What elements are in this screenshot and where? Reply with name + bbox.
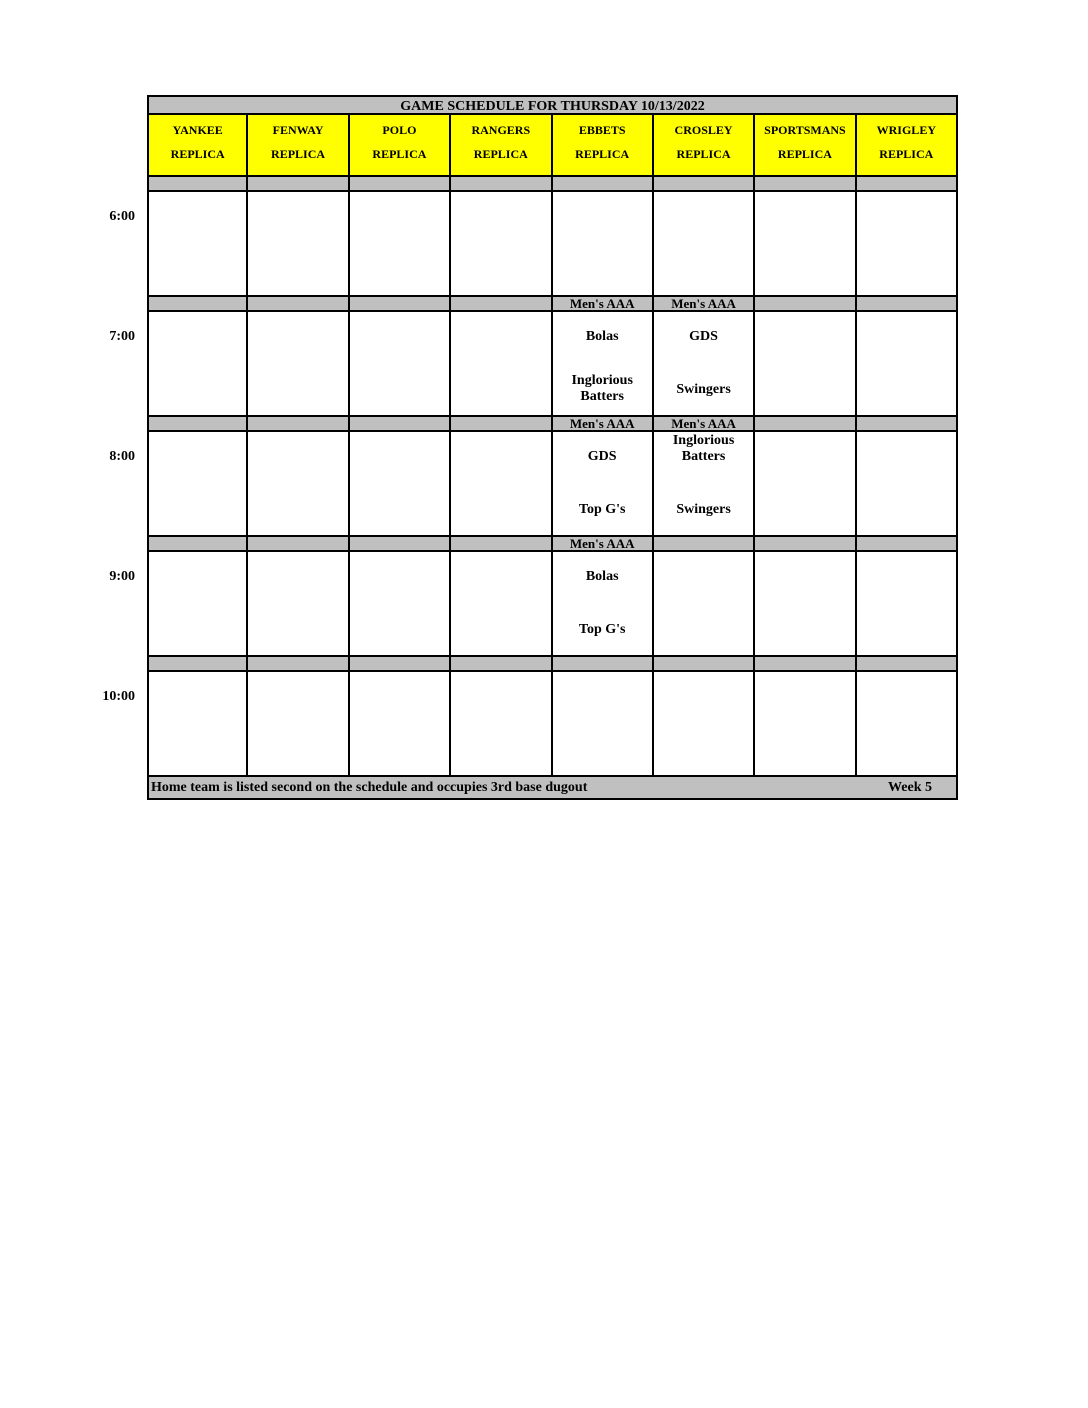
division-label	[451, 657, 552, 672]
field-subtitle: REPLICA	[879, 147, 934, 161]
game-cell	[654, 672, 755, 777]
home-team: Top G's	[578, 622, 626, 637]
field-name: RANGERS	[471, 123, 531, 137]
division-label	[654, 177, 755, 192]
field-name: FENWAY	[272, 123, 324, 137]
time-slot-row	[147, 552, 958, 657]
division-label	[147, 177, 248, 192]
field-name: EBBETS	[578, 123, 626, 137]
game-cell	[553, 312, 654, 417]
division-label	[755, 537, 856, 552]
division-label: Men's AAA	[553, 537, 654, 552]
division-row	[147, 297, 958, 312]
division-label	[755, 297, 856, 312]
game-cell	[147, 192, 248, 297]
division-label	[857, 657, 958, 672]
game-cell	[147, 672, 248, 777]
game-cell	[857, 192, 958, 297]
game-cell	[147, 312, 248, 417]
division-label	[350, 417, 451, 432]
game-cell	[553, 552, 654, 657]
game-cell	[553, 672, 654, 777]
game-cell	[350, 672, 451, 777]
field-header	[755, 115, 856, 177]
field-subtitle: REPLICA	[271, 147, 326, 161]
game-cell	[451, 312, 552, 417]
home-team: Swingers	[676, 382, 731, 397]
field-header	[857, 115, 958, 177]
game-cell	[350, 552, 451, 657]
away-team: Bolas	[585, 569, 619, 584]
game-cell	[654, 552, 755, 657]
division-label: Men's AAA	[654, 297, 755, 312]
field-subtitle: REPLICA	[676, 147, 731, 161]
away-team: GDS	[587, 449, 617, 464]
division-label	[755, 417, 856, 432]
field-header	[553, 115, 654, 177]
field-header-row	[147, 115, 958, 177]
game-cell	[553, 192, 654, 297]
time-label: 7:00	[109, 329, 135, 344]
field-name: YANKEE	[172, 123, 223, 137]
field-subtitle: REPLICA	[777, 147, 832, 161]
division-label	[350, 657, 451, 672]
field-header	[350, 115, 451, 177]
game-cell	[248, 432, 349, 537]
division-label	[248, 537, 349, 552]
division-label	[147, 657, 248, 672]
time-slot-row	[147, 672, 958, 777]
division-label	[654, 537, 755, 552]
schedule-title: GAME SCHEDULE FOR THURSDAY 10/13/2022	[147, 95, 958, 115]
division-label: Men's AAA	[553, 297, 654, 312]
division-label	[857, 297, 958, 312]
division-label	[451, 417, 552, 432]
game-cell	[654, 312, 755, 417]
week-label: Week 5	[888, 780, 932, 795]
division-label	[451, 537, 552, 552]
time-label: 6:00	[109, 209, 135, 224]
game-cell	[755, 312, 856, 417]
field-header	[248, 115, 349, 177]
division-label	[755, 177, 856, 192]
game-cell	[350, 312, 451, 417]
field-header	[451, 115, 552, 177]
away-team: GDS	[689, 329, 718, 344]
division-label	[350, 177, 451, 192]
field-subtitle: REPLICA	[170, 147, 225, 161]
division-row	[147, 417, 958, 432]
game-cell	[350, 192, 451, 297]
game-cell	[451, 192, 552, 297]
field-name: SPORTSMANS	[764, 123, 846, 137]
division-label	[248, 297, 349, 312]
away-team: Bolas	[585, 329, 619, 344]
game-cell	[654, 432, 755, 537]
time-slot-row	[147, 192, 958, 297]
game-cell	[451, 432, 552, 537]
division-row	[147, 657, 958, 672]
field-name: POLO	[382, 123, 417, 137]
game-cell	[857, 432, 958, 537]
division-label	[755, 657, 856, 672]
game-cell	[755, 672, 856, 777]
time-label: 9:00	[109, 569, 135, 584]
schedule-footer	[147, 777, 958, 800]
game-cell	[248, 192, 349, 297]
division-label	[857, 417, 958, 432]
game-cell	[451, 552, 552, 657]
away-team: Inglorious Batters	[672, 433, 735, 464]
field-name: CROSLEY	[674, 123, 733, 137]
field-subtitle: REPLICA	[473, 147, 528, 161]
game-cell	[755, 552, 856, 657]
time-label: 10:00	[102, 689, 135, 704]
schedule-sheet	[147, 95, 958, 800]
game-cell	[857, 552, 958, 657]
division-label	[350, 297, 451, 312]
division-label	[248, 177, 349, 192]
home-team: Top G's	[578, 502, 626, 517]
division-label	[147, 537, 248, 552]
game-cell	[755, 432, 856, 537]
game-cell	[350, 432, 451, 537]
time-slot-row	[147, 432, 958, 537]
game-cell	[857, 312, 958, 417]
division-label	[857, 177, 958, 192]
division-label	[147, 297, 248, 312]
division-row	[147, 177, 958, 192]
game-cell	[147, 432, 248, 537]
time-slot-row	[147, 312, 958, 417]
division-label	[248, 417, 349, 432]
field-name: WRIGLEY	[876, 123, 936, 137]
game-cell	[857, 672, 958, 777]
division-label	[553, 657, 654, 672]
division-label	[857, 537, 958, 552]
division-label	[451, 297, 552, 312]
game-cell	[654, 192, 755, 297]
field-header	[654, 115, 755, 177]
game-cell	[248, 672, 349, 777]
division-label	[553, 177, 654, 192]
game-cell	[451, 672, 552, 777]
game-cell	[755, 192, 856, 297]
division-label	[451, 177, 552, 192]
footer-note: Home team is listed second on the schedule and occupies 3rd base dugout	[151, 780, 588, 795]
home-team: Swingers	[676, 502, 731, 517]
division-label	[248, 657, 349, 672]
game-cell	[147, 552, 248, 657]
field-subtitle: REPLICA	[575, 147, 630, 161]
division-label: Men's AAA	[654, 417, 755, 432]
schedule-body	[147, 177, 958, 777]
division-row	[147, 537, 958, 552]
game-cell	[248, 552, 349, 657]
home-team: Inglorious Batters	[571, 373, 633, 404]
game-cell	[553, 432, 654, 537]
time-label: 8:00	[109, 449, 135, 464]
division-label: Men's AAA	[553, 417, 654, 432]
game-cell	[248, 312, 349, 417]
field-header	[147, 115, 248, 177]
division-label	[654, 657, 755, 672]
field-subtitle: REPLICA	[372, 147, 427, 161]
division-label	[350, 537, 451, 552]
division-label	[147, 417, 248, 432]
